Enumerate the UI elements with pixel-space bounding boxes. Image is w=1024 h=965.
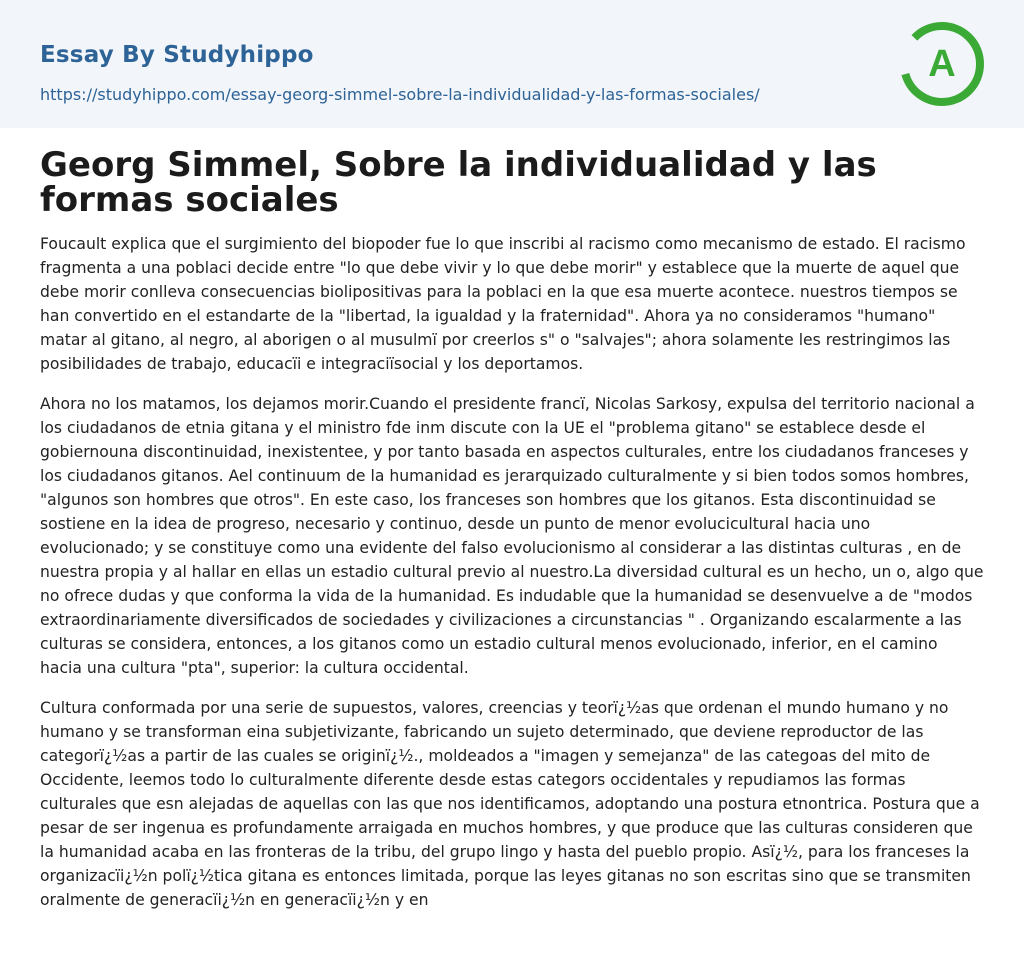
article-paragraph-2: Ahora no los matamos, los dejamos morir.Cuando el presidente francï, Nicolas Sarkosy, expulsa del territorio nacional a los ciudadanos de etnia gitana y el ministro fde inm discute con la UE el "problema gitano" se establece desde el gobiernouna discontinuidad, inexistentee, y por tanto basada en aspectos culturales, entre los ciudadanos franceses y los ciudadanos gitanos. Ael continuum de la humanidad es jerarquizado culturalmente y si bien todos somos hombres, "algunos son hombres que otros". En este caso, los franceses son hombres que los gitanos. Esta discontinuidad se sostiene en la idea de progreso, necesario y continuo, desde un punto de menor evolucicultural hacia uno evolucionado; y se constituye como una evidente del falso evolucionismo al considerar a las distintas culturas , en de nuestra propia y al hallar en ellas un estadio cultural previo al nuestro.La diversidad cultural es un hecho, un o, algo que no ofrece dudas y que conforma la vida de la humanidad. Es indudable que la humanidad se desenvuelve a de "modos extraordinariamente diversificados de sociedades y civilizaciones a circunstancias " . Organizando escalarmente a las culturas se considera, entonces, a los gitanos como un estadio cultural menos evolucionado, inferior, en el camino hacia una cultura "pta", superior: la cultura occidental.: [40, 395, 984, 677]
site-header: [0, 0, 1024, 128]
studyhippo-logo-icon[interactable]: [896, 18, 988, 110]
article-paragraph-3: Cultura conformada por una serie de supuestos, valores, creencias y teorï¿½as que ordenan el mundo humano y no humano y se transforman eina subjetivizante, fabricando un sujeto determinado, que deviene reproductor de las categorï¿½as a partir de las cuales se originï¿½., moldeados a "imagen y semejanza" de las categoas del mito de Occidente, leemos todo lo culturalmente diferente desde estas categors occidentales y repudiamos las formas culturales que esn alejadas de aquellas con las que nos identificamos, adoptando una postura etnontrica. Postura que a pesar de ser ingenua es profundamente arraigada en muchos hombres, y que produce que las culturas consideren que la humanidad acaba en las fronteras de la tribu, del grupo lingo y hasta del pueblo propio. Asï¿½, para los franceses la organizacïi¿½n polï¿½tica gitana es entonces limitada, porque las leyes gitanas no son escritas sino que se transmiten oralmente de generacïi¿½n en generacïi¿½n y en: [40, 699, 980, 909]
article-paragraph-1: Foucault explica que el surgimiento del biopoder fue lo que inscribi al racismo como mecanismo de estado. El racismo fragmenta a una poblaci decide entre "lo que debe vivir y lo que debe morir" y establece que la muerte de aquel que debe morir conlleva consecuencias biolipositivas para la poblaci en la que esa muerte acontece. nuestros tiempos se han convertido en el estandarte de la "libertad, la igualdad y la fraternidad". Ahora ya no consideramos "humano" matar al gitano, al negro, al aborigen o al musulmï por creerlos s" o "salvajes"; ahora solamente les restringimos las posibilidades de trabajo, educacïi e integraciïsocial y los deportamos.: [40, 235, 966, 373]
site-brand[interactable]: Essay By Studyhippo: [40, 42, 314, 68]
page-url-link[interactable]: https://studyhippo.com/essay-georg-simmel-sobre-la-individualidad-y-las-formas-sociales/: [40, 85, 760, 104]
article: [40, 145, 984, 912]
article-title: Georg Simmel, Sobre la individualidad y las formas sociales: [40, 145, 877, 220]
logo-letter: A: [928, 43, 956, 85]
